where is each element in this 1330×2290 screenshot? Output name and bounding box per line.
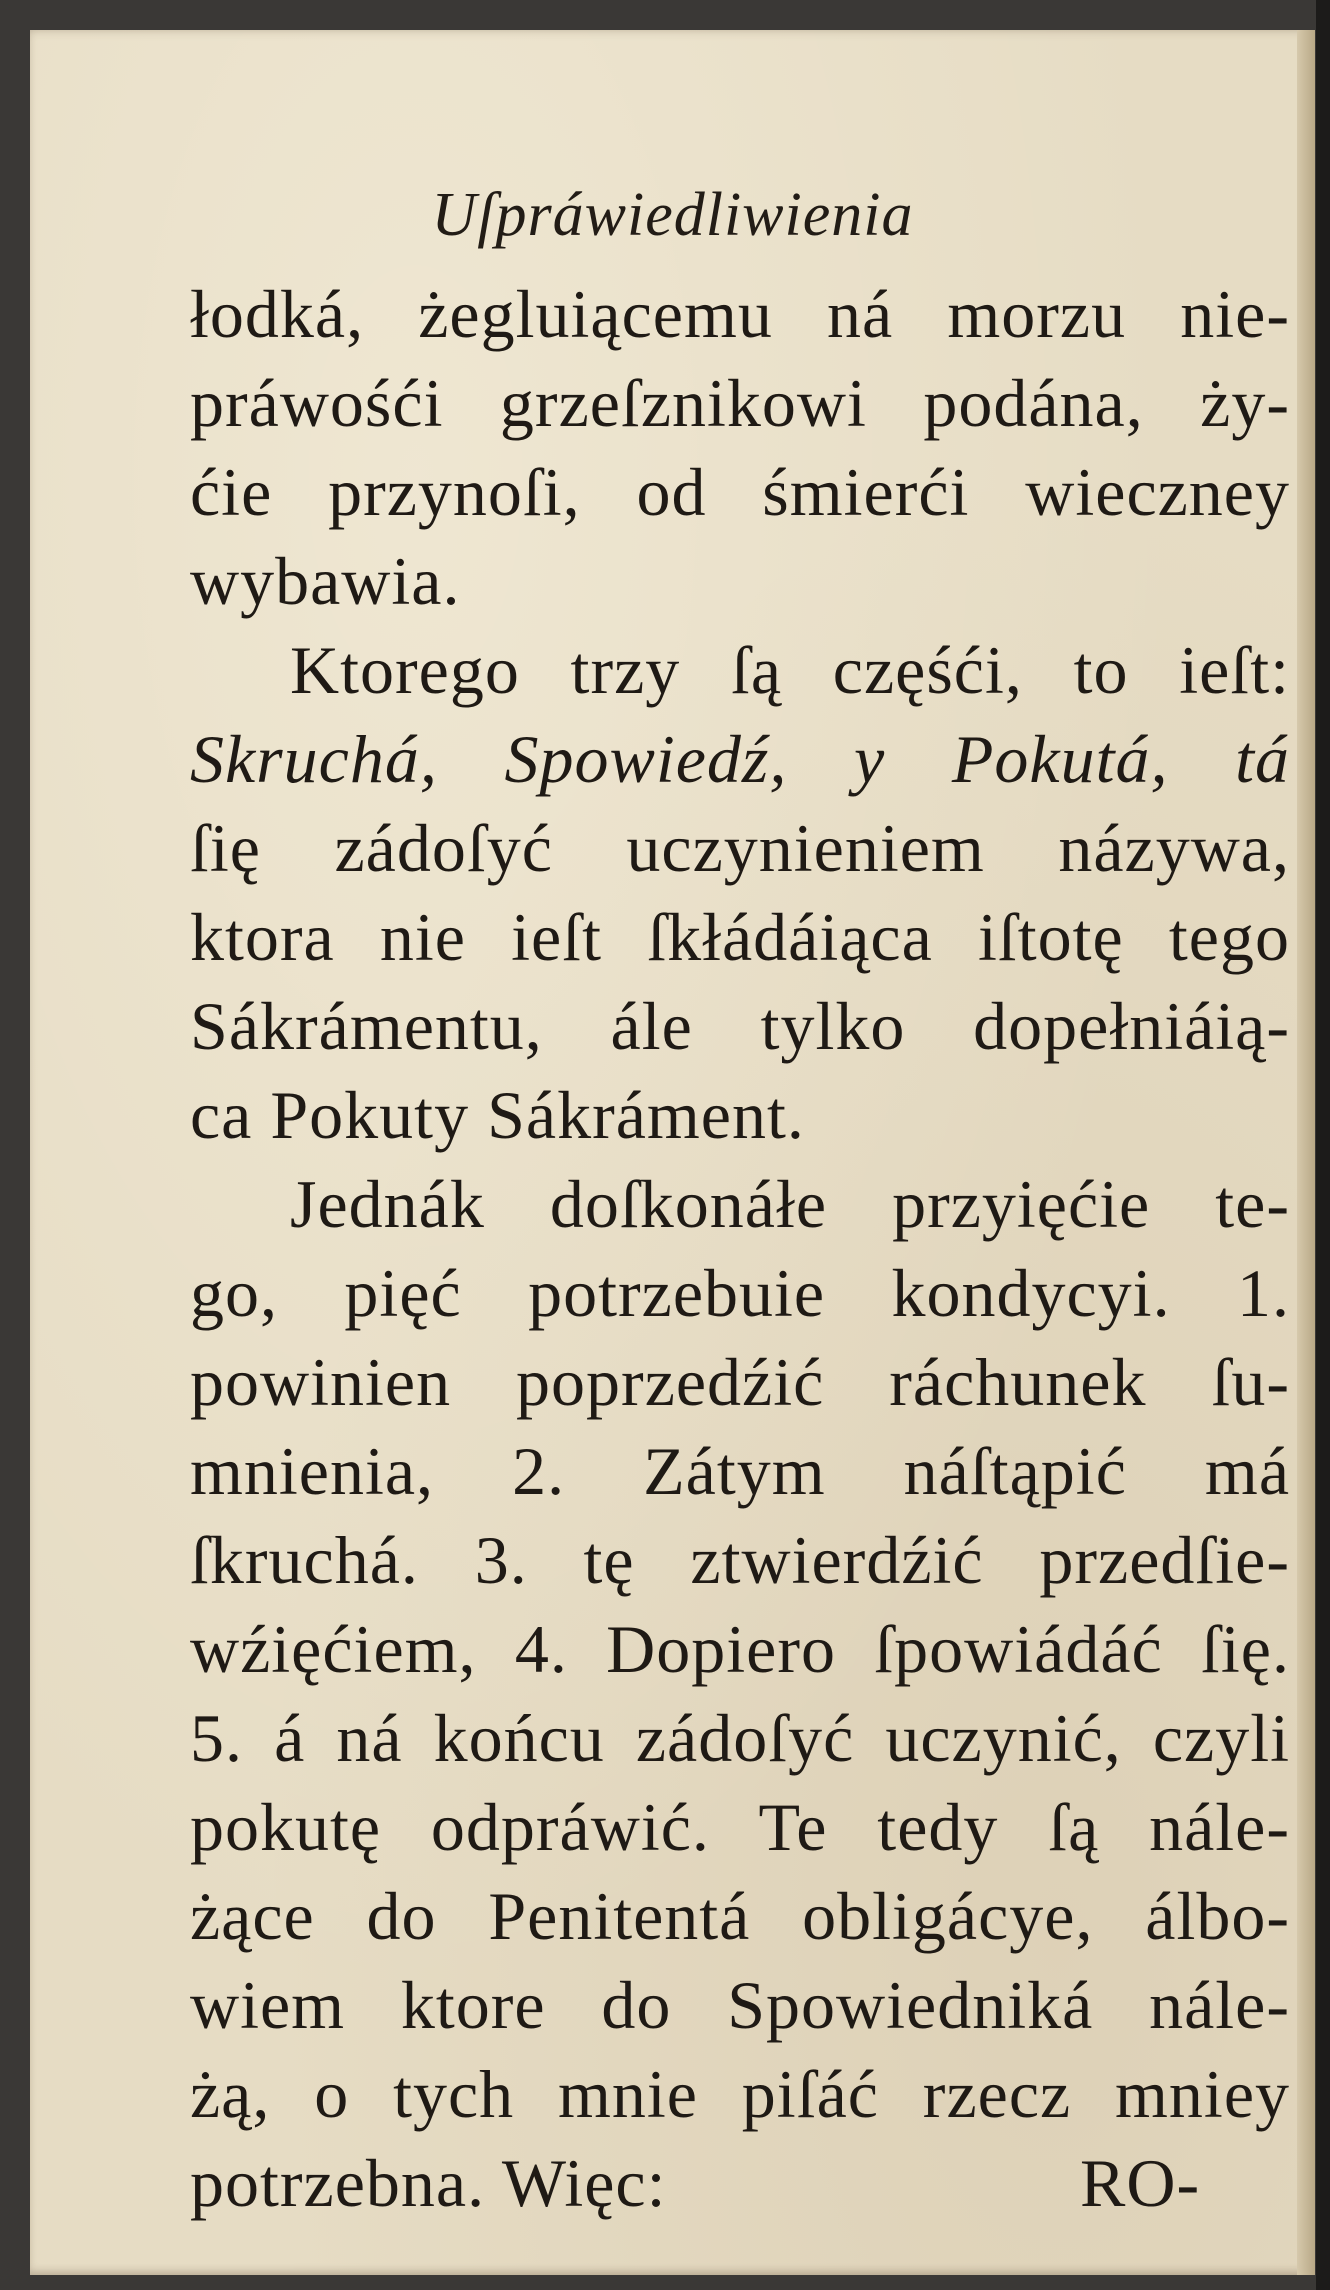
text-line: ćie przynoſi, od śmierći wieczney: [190, 454, 1290, 530]
text-line: Sákrámentu, ále tylko dopełniáią-: [190, 988, 1290, 1064]
page-edge: [1297, 30, 1315, 2275]
body-text: [190, 270, 1290, 2228]
book-page: [30, 30, 1315, 2275]
text-line: 5. á ná końcu zádoſyć uczynić, czyli: [190, 1700, 1290, 1776]
text-line: wiem ktore do Spowiedniká nále-: [190, 1967, 1290, 2043]
text-line: żą, o tych mnie piſáć rzecz mniey: [190, 2056, 1290, 2132]
text-line: ca Pokuty Sákráment.: [190, 1077, 805, 1153]
text-line: pokutę odpráwić. Te tedy ſą nále-: [190, 1789, 1290, 1865]
text-line: łodká, żegluiącemu ná morzu nie-: [190, 276, 1290, 352]
text-line: práwośći grzeſznikowi podána, ży-: [190, 365, 1290, 441]
text-line: powinien poprzedźić ráchunek ſu-: [190, 1344, 1290, 1420]
last-text-line: potrzebna. Więc:: [190, 2145, 667, 2221]
running-head: Uſpráwiedliwienia: [431, 181, 914, 249]
text-line: żące do Penitentá obligácye, álbo-: [190, 1878, 1290, 1954]
text-line: Ktorego trzy ſą częśći, to ieſt:: [290, 632, 1290, 708]
book-spine-shadow: [1316, 0, 1330, 2290]
text-line: wybawia.: [190, 543, 461, 619]
text-line: Jednák doſkonáłe przyięćie te-: [290, 1166, 1290, 1242]
text-line: mnienia, 2. Zátym náſtąpić má: [190, 1433, 1290, 1509]
text-line: Skruchá, Spowiedź, y Pokutá, tá: [190, 721, 1290, 797]
text-line: ktora nie ieſt ſkłádáiąca iſtotę tego: [190, 899, 1290, 975]
catchword: RO-: [1080, 2145, 1201, 2221]
last-line-with-catchword: [190, 2139, 1290, 2228]
text-line: ſkruchá. 3. tę ztwierdźić przedſie-: [190, 1522, 1290, 1598]
text-line: ſię zádoſyć uczynieniem názywa,: [190, 810, 1290, 886]
text-line: wźięćiem, 4. Dopiero ſpowiádáć ſię.: [190, 1611, 1290, 1687]
text-line: go, pięć potrzebuie kondycyi. 1.: [190, 1255, 1290, 1331]
